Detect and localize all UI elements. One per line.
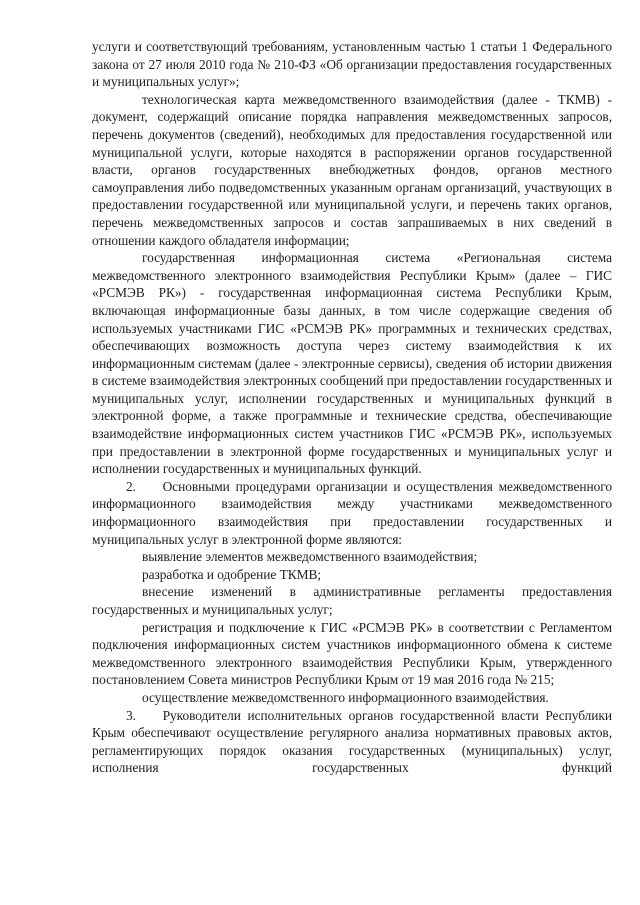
list-item-identify: выявление элементов межведомственного взаимодействия;: [142, 549, 478, 565]
list-item-register: регистрация и подключение к ГИС «РСМЭВ РК» в соответствии с Регламентом подключения информационных систем участников информационного обмена к системе межведомственного электронного взаимодействия Республики Крым, утвержденного постановлением Совета министров Республики Крым от 19 мая 2016 года № 215;: [92, 619, 612, 688]
paragraph-continuation: услуги и соответствующий требованиям, установленным частью 1 статьи 1 Федерального закона от 27 июля 2010 года № 210-ФЗ «Об организации предоставления государственных и муниципальных услуг»;: [92, 39, 612, 90]
list-item-carry-out: осуществление межведомственного информационного взаимодействия.: [142, 689, 549, 705]
paragraph-section-2: 2. Основными процедурами организации и осуществления межведомственного информационного взаимодействия между участниками межведомственного информационного взаимодействия при предоставлении государственных и муниципальных услуг в электронной форме являются:: [92, 478, 612, 547]
paragraph-tkmv-definition: технологическая карта межведомственного взаимодействия (далее - ТКМВ) - документ, содержащий описание порядка направления межведомственных запросов, перечень документов (сведений), необходимых для предоставления государственной или муниципальной услуги, которые находятся в распоряжении органов государственной власти, органов государственных внебюджетных фондов, органов местного самоуправления либо подведомственных указанным органам организаций, участвующих в предоставлении государственной или муниципальной услуги, и перечень таких органов, перечень межведомственных запросов и состав запрашиваемых в них сведений в отношении каждого обладателя информации;: [92, 91, 612, 248]
paragraph-gis-definition: государственная информационная система «Региональная система межведомственного электронного взаимодействия Республики Крым» (далее – ГИС «РСМЭВ РК») - государственная информационная система Республики Крым, включающая информационные базы данных, в том числе содержащие сведения об используемых участниками ГИС «РСМЭВ РК» программных и технических средствах, обеспечивающих возможность доступа через систему взаимодействия к их информационным системам (далее - электронные сервисы), сведения об истории движения в системе взаимодействия электронных сообщений при предоставлении государственных и муниципальных услуг, исполнении государственных и муниципальных функций в электронной форме, а также программные и технические средства, обеспечивающие взаимодействие информационных систем участников ГИС «РСМЭВ РК», используемых при предоставлении в электронной форме государственных и муниципальных услуг и исполнении государственных и муниципальных функций.: [92, 250, 612, 477]
list-item-amend: внесение изменений в административные регламенты предоставления государственных и муниципальных услуг;: [92, 584, 612, 617]
list-item-develop: разработка и одобрение ТКМВ;: [142, 566, 322, 582]
paragraph-section-3: 3. Руководители исполнительных органов государственной власти Республики Крым обеспечивают осуществление регулярного анализа нормативных правовых актов, регламентирующих порядок оказания государственных (муниципальных) услуг, исполнения государственных функций: [92, 707, 612, 776]
